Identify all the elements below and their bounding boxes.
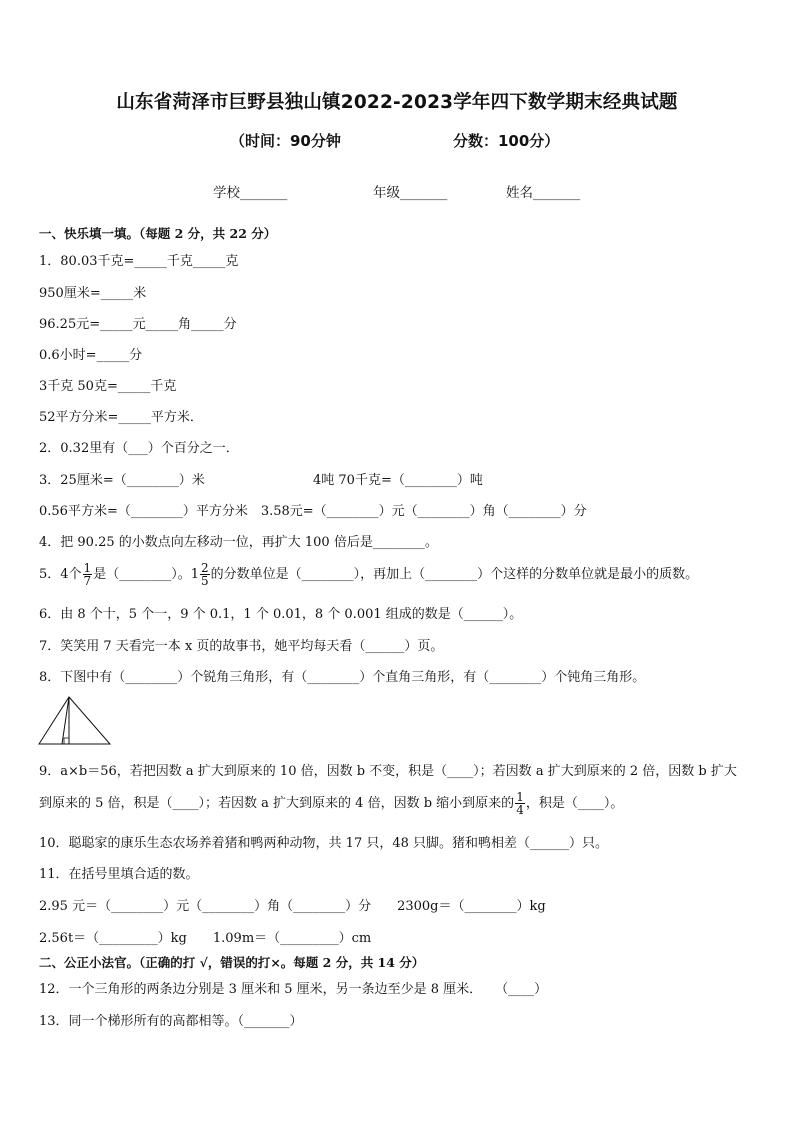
school-field[interactable]: 学校_______ — [213, 185, 288, 201]
fraction-denominator: 4 — [516, 803, 524, 817]
fraction-1-7 — [83, 562, 93, 587]
question-9-suffix: ，积是（____）。 — [525, 796, 624, 811]
question-11b: 2.56t＝（_________）kg 1.09m＝（_________）cm — [39, 931, 372, 946]
question-5-middle: 是（________）。1 — [93, 567, 199, 582]
name-field[interactable]: 姓名_______ — [506, 185, 581, 201]
question-9-line1: 9．a×b＝56，若把因数 a 扩大到原来的 10 倍，因数 b 不变，积是（____）；若因数 a 扩大到原来的 2 倍，因数 b 扩大 — [39, 764, 737, 779]
question-6: 6．由 8 个十，5 个一，9 个 0.1，1 个 0.01，8 个 0.001 组成的数是（______）。 — [39, 607, 523, 622]
fraction-numerator: 1 — [83, 561, 92, 575]
question-11a: 2.95 元＝（________）元（________）角（________）分 2300g＝（________）kg — [39, 899, 546, 914]
section-title-2: 二、公正小法官。（正确的打 √，错误的打×。每题 2 分，共 14 分） — [39, 955, 425, 970]
question-5 — [39, 557, 698, 593]
exam-score: 分数：100分） — [453, 132, 560, 150]
question-7: 7．笑笑用 7 天看完一本 x 页的故事书，她平均每天看（______）页。 — [39, 639, 444, 654]
fraction-denominator: 7 — [83, 574, 92, 588]
question-8: 8．下图中有（________）个锐角三角形，有（________）个直角三角形，有（________）个钝角三角形。 — [39, 670, 646, 685]
question-1f: 52平方分米=_____平方米． — [39, 410, 203, 425]
fraction-denominator: 5 — [200, 574, 209, 588]
question-5-suffix: 的分数单位是（________），再加上（________）个这样的分数单位就是最小的质数。 — [210, 567, 699, 582]
question-1d: 0.6小时=_____分 — [39, 348, 143, 363]
question-11: 11．在括号里填合适的数。 — [39, 867, 199, 882]
question-3a: 3．25厘米=（________）米 — [39, 473, 205, 488]
question-13: 13．同一个梯形所有的高都相等。（_______） — [39, 1014, 303, 1029]
question-4: 4．把 90.25 的小数点向左移动一位，再扩大 100 倍后是________。 — [39, 535, 438, 550]
question-3b: 4吨 70千克=（________）吨 — [313, 473, 483, 488]
question-12: 12．一个三角形的两条边分别是 3 厘米和 5 厘米，另一条边至少是 8 厘米． （____） — [39, 982, 548, 997]
page-title: 山东省菏泽市巨野县独山镇2022-2023学年四下数学期末经典试题 — [116, 92, 678, 113]
exam-time: （时间：90分钟 — [230, 132, 341, 150]
triangle-figure-icon — [38, 696, 112, 746]
question-9-line2 — [39, 786, 623, 822]
exam-meta — [0, 130, 794, 152]
question-1c: 96.25元=_____元_____角_____分 — [39, 317, 237, 332]
section-title-1: 一、快乐填一填。（每题 2 分，共 22 分） — [39, 226, 277, 241]
question-9-text: 到原来的 5 倍，积是（____）；若因数 a 扩大到原来的 4 倍，因数 b 缩小到原来的 — [39, 796, 515, 811]
question-3c: 0.56平方米=（________）平方分米 3.58元=（________）元（________）角（________）分 — [39, 504, 587, 519]
fraction-1-4 — [515, 791, 525, 816]
question-10: 10．聪聪家的康乐生态农场养着猪和鸭两种动物，共 17 只，48 只脚。猪和鸭相差（______）只。 — [39, 836, 609, 851]
question-1a: 1．80.03千克=_____千克_____克 — [39, 254, 239, 269]
fraction-2-5 — [200, 562, 210, 587]
fraction-numerator: 1 — [516, 790, 524, 804]
question-2: 2．0.32里有（___）个百分之一． — [39, 441, 239, 456]
question-1b: 950厘米=_____米 — [39, 286, 147, 301]
question-1e: 3千克 50克=_____千克 — [39, 379, 177, 394]
question-5-prefix: 5．4个 — [39, 567, 82, 582]
grade-field[interactable]: 年级_______ — [373, 185, 448, 201]
fraction-numerator: 2 — [200, 561, 209, 575]
